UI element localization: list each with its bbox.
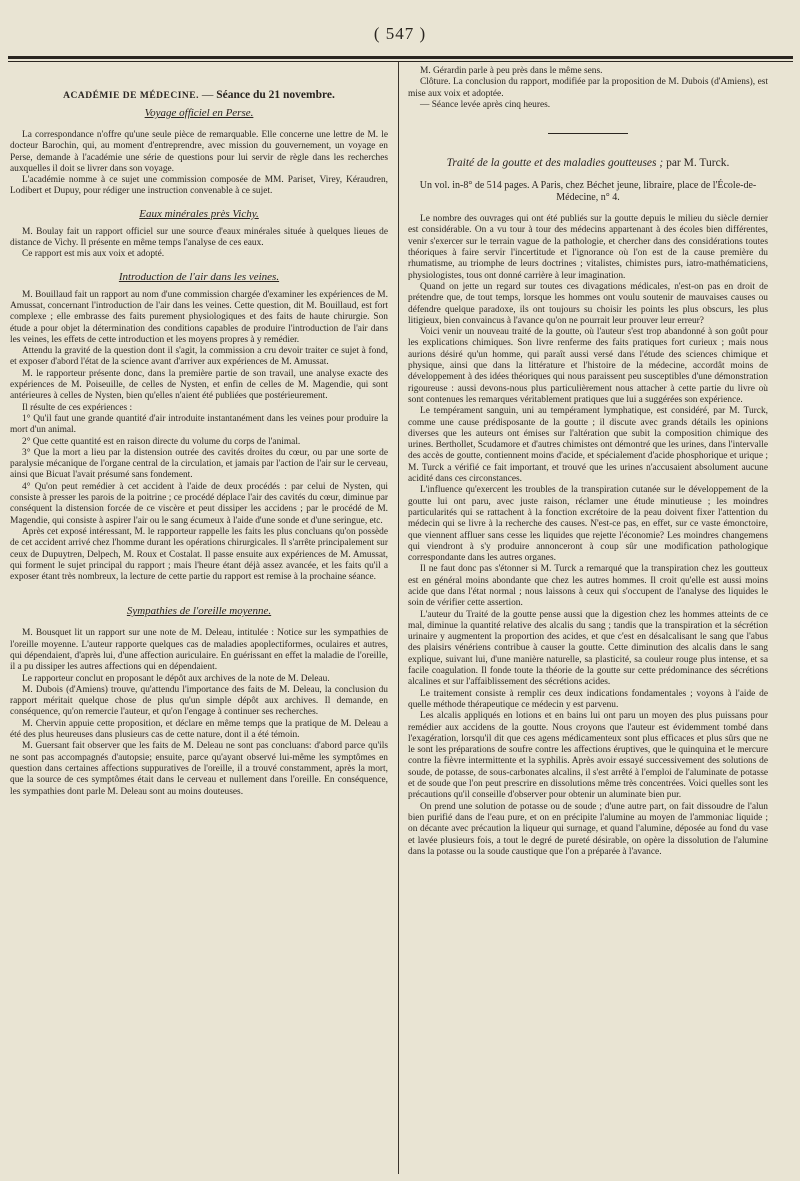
header-rule	[8, 56, 793, 62]
book-author: par M. Turck.	[666, 157, 730, 170]
paragraph: M. Guersant fait observer que les faits de M. Deleau ne sont pas concluans: d'abord parce qu'ils ne sont pas accompagnés d'autopsie; ensuite, parce qu'ayant observé lui-même les symptômes en question dans certaines affections suppuratives de l'oreille, il a trouvé constamment, après la mort, que la source de ces symptômes était dans le cerveau et nullement dans l'oreille. En conséquence, les sympathies dont parle M. Deleau sont au moins douteuses.	[10, 741, 388, 797]
paragraph: M. le rapporteur présente donc, dans la première partie de son travail, une analyse exacte des expériences de M. Poiseuille, de celles de Nysten, et enfin de celles de M. Magendie, qui sont antérieures à celles de Nysten, bien qu'elles n'aient été publiées que postérieurement.	[10, 368, 388, 402]
paragraph: Voici venir un nouveau traité de la goutte, où l'auteur s'est trop abandonné à son goût pour les explications chimiques. Son livre renferme des faits pratiques fort curieux ; mais nous aurions désiré qu'un homme, qui paraît aussi versé dans l'étude des sciences chimique et physique, ainsi que dans la littérature et l'histoire de la médecine, accordât moins de développement à des idées théoriques qui nous paraissent peu susceptibles d'une démonstration rigoureuse : aussi devons-nous plus particulièrement nous attacher à cette partie du livre où sont contenues les remarques véritablement pratiques que lui a suggérées son expérience.	[408, 327, 768, 405]
paragraph: L'académie nomme à ce sujet une commission composée de MM. Pariset, Virey, Kéraudren, Lodibert et Dupuy, pour rédiger une instruction convenable à ce sujet.	[10, 175, 388, 197]
section-title-vichy: Eaux minérales près Vichy.	[139, 207, 259, 220]
paragraph: Le rapporteur conclut en proposant le dépôt aux archives de la note de M. Deleau.	[22, 673, 330, 684]
page-number: ( 547 )	[373, 24, 427, 43]
paragraph: La correspondance n'offre qu'une seule pièce de remarquable. Elle concerne une lettre de M. le docteur Barochin, qui, au moment d'entreprendre, avec mission du gouvernement, un voyage en Perse, demande à l'académie une série de questions pour lui servir de règle dans les recherches auxquelles il doit se livrer dans son voyage.	[10, 130, 388, 174]
paragraph: 1° Qu'il faut une grande quantité d'air introduite instantanément dans les veines pour produire la mort d'un animal.	[10, 413, 388, 436]
paragraph: M. Gérardin parle à peu près dans le même sens.	[420, 66, 603, 76]
paragraph: M. Bouillaud fait un rapport au nom d'une commission chargée d'examiner les expériences de M. Amussat, concernant l'introduction de l'air dans les veines. Cette question, dit M. Bouillaud, est fort complexe ; elle embrasse des faits purement physiologiques et des faits de haute chirurgie. Son étude a pour objet la détermination des conditions capables de produire l'introduction de l'air dans les veines, les effets de cette introduction et les moyens propres à y remédier.	[10, 289, 388, 345]
paragraph: M. Bousquet lit un rapport sur une note de M. Deleau, intitulée : Notice sur les sympathies de l'oreille moyenne. L'auteur rapporte quelques cas de maladies apoplectiformes, oculaires et autres, qui dépendaient, d'après lui, d'une affection auriculaire. En guérissant en effet la maladie de l'oreille, il a pu dissiper les autres affections qui en dépendaient.	[10, 628, 388, 673]
header-dash: —	[201, 89, 214, 101]
book-title: Traité de la goutte et des maladies goutteuses ;	[446, 157, 664, 170]
academy-header	[10, 88, 388, 103]
paragraph: Après cet exposé intéressant, M. le rapporteur rappelle les faits les plus concluans qu'on possède de cet accident arrivé chez l'homme durant les opérations chirurgicales. Il s'arrête principalement sur ceux de Dupuytren, Delpech, M. Roux et Costalat. Il passe ensuite aux expériences de M. Amussat, qui forment le sujet principal du rapport ; mais l'heure étant déjà assez avancée, et les faits qu'il a exposer étant très nombreux, la lecture de cette partie du rapport est remise à la prochaine séance.	[10, 526, 388, 583]
paragraph: Attendu la gravité de la question dont il s'agit, la commission a cru devoir traiter ce sujet à fond, et exposer d'abord l'état de la science avant d'arriver aux expériences de M. Amussat.	[10, 346, 388, 368]
paragraph: Ce rapport est mis aux voix et adopté.	[22, 249, 165, 260]
paragraph: On prend une solution de potasse ou de soude ; d'une autre part, on fait dissoudre de l'alun bien purifié dans de l'eau pure, et on en précipite l'alumine au moyen de l'ammoniac liquide ; on décante avec précaution la liqueur qui surnage, et quand l'alumine, déposée au fond du vase et lavée plusieurs fois, a tout le degré de pureté désirable, on opère la dissolution de l'alumine dans la potasse ou la soude caustique que l'on a préparée à l'avance.	[408, 801, 768, 857]
left-column	[10, 66, 388, 798]
column-separator	[398, 62, 400, 1174]
paragraph: M. Chervin appuie cette proposition, et déclare en même temps que la pratique de M. Deleau a été des plus heureuses dans plusieurs cas de cette nature, dont il a été témoin.	[10, 718, 388, 741]
paragraph: Les alcalis appliqués en lotions et en bains lui ont paru un moyen des plus puissans pour remédier aux accidens de la goutte. Nous croyons que l'auteur est évidemment tombé dans l'exagération, lorsqu'il dit que ces agens médicamenteux sont plus efficaces et plus sûrs que ne le sont les préparations de soufre contre les affections éruptives, que le quinquina et le mercure contre la fièvre intermittente et la syphilis. Après avoir essayé successivement des solutions de soude, de potasse, de sous-carbonates alcalins, il s'est arrêté à l'emploi de l'aluminate de potasse et de soude que l'on peut prescrire en dissolutions même très concentrées. Voici quelles sont les précautions qu'il conseille d'observer pour obtenir un aluminate bien pur.	[408, 711, 768, 801]
paragraph: 2° Que cette quantité est en raison directe du volume du corps de l'animal.	[22, 436, 301, 447]
paragraph: Le nombre des ouvrages qui ont été publiés sur la goutte depuis le milieu du siècle dernier est considérable. On a vu tour à tour des médecins appartenant à des écoles bien différentes, venir s'exercer sur le terrain vague de la pathologie, et chercher dans des considérations toutes théoriques à faire servir l'incertitude et l'ignorance où l'on est de la cause première du rhumatisme, au triomphe de leurs doctrines ; vitalistes, chimistes purs, iatro-mathématiciens, physiologistes, tous ont donné carrière à leur imagination.	[408, 214, 768, 281]
section-title-air-veines: Introduction de l'air dans les veines.	[118, 270, 280, 283]
paragraph: L'influence qu'exercent les troubles de la transpiration cutanée sur le développement de la goutte lui ont paru, avec juste raison, réclamer une étude minutieuse ; les moindres particularités qui se rattachent à la fonction excrétoire de la peau doivent fixer l'attention du médecin qui se livre à la recherche des causes. N'est-ce pas, en effet, sur ce vaste émonctoire, que viennent affluer sans cesse les liquides que rejette l'économie? Les moindres changemens qui viendront à s'y produire annonceront à coup sûr une modification pathologique correspondante dans les autres organes.	[408, 485, 768, 564]
paragraph: M. Boulay fait un rapport officiel sur une source d'eaux minérales située à quelques lieues de distance de Vichy. Il présente en même temps l'analyse de ces eaux.	[10, 226, 388, 249]
paragraph: Il ne faut donc pas s'étonner si M. Turck a remarqué que la transpiration chez les goutteux est en général moins abondante que chez les autres hommes. Il croit qu'elle est aussi moins acide que dans l'état normal ; nous laissons à ceux qui s'occupent de l'analyse des liquides le soin de vérifier cette assertion.	[408, 564, 768, 609]
session-date: Séance du 21 novembre.	[216, 89, 335, 101]
paragraph: L'auteur du Traité de la goutte pense aussi que la digestion chez les hommes atteints de ce mal, diminue la quantité relative des alcalis du sang ; tandis que la transpiration et la sécrétion urinaire y augmentent la proportion des acides, et que c'est en désalcalisant le sang que l'abus des plaisirs vénériens contribue à causer la goutte. Cette diminution des alcalis dans le sang explique, suivant lui, d'une manière naturelle, sa plasticité, sa couleur rouge plus intense, et sa facile coagulation. Il fonde toute la théorie de la goutte sur cette prédominance des sécrétions alcalines et sur l'affaiblissement des sécrétions acides.	[408, 609, 768, 688]
right-column	[408, 66, 768, 858]
paragraph: Le traitement consiste à remplir ces deux indications fondamentales ; voyons à l'aide de quelle méthode thérapeutique ce médecin y est parvenu.	[408, 688, 768, 710]
paragraph: 3° Que la mort a lieu par la distension outrée des cavités droites du cœur, ou par une sorte de paralysie mécanique de l'organe central de la circulation, et jamais par l'action de l'air sur le cerveau, ainsi que Bicuat l'avait présumé sans fondement.	[10, 447, 388, 481]
paragraph: Le tempérament sanguin, uni au tempérament lymphatique, est considéré, par M. Turck, comme une cause prédisposante de la goutte ; il discute avec grands détails les opinions diverses que les auteurs ont émises sur l'altération que subit la composition chimique des urines. Berthollet, Scudamore et d'autres chimistes ont démontré que les urines, dans l'intervalle des accès de goutte, contiennent moins d'acide, et spécialement d'acide phosphorique et urique ; M. Turck a vérifié ce fait important, et trouvé que les urines n'accusaient absolument aucune acidité dans ces circonstances.	[408, 406, 768, 485]
paragraph: M. Dubois (d'Amiens) trouve, qu'attendu l'importance des faits de M. Deleau, la conclusion du rapport méritait quelque chose de plus qu'un simple dépôt aux archives. Il demande, en conséquence, qu'on remercie l'auteur, et qu'on l'engage à continuer ses recherches.	[10, 684, 388, 718]
academy-name: ACADÉMIE DE MÉDECINE.	[63, 91, 199, 101]
book-meta: Un vol. in-8° de 514 pages. A Paris, chez Béchet jeune, libraire, place de l'École-de-Médecine, n° 4.	[419, 180, 757, 204]
section-title-oreille: Sympathies de l'oreille moyenne.	[126, 605, 272, 618]
paragraph: Il résulte de ces expériences :	[22, 402, 133, 413]
book-heading	[408, 156, 768, 170]
session-close: — Séance levée après cinq heures.	[420, 99, 551, 110]
paragraph: Clôture. La conclusion du rapport, modifiée par la proposition de M. Dubois (d'Amiens), est mise aux voix et adoptée.	[408, 77, 768, 99]
paragraph: 4° Qu'on peut remédier à cet accident à l'aide de deux procédés : par celui de Nysten, qui consiste à presser les parois de la poitrine ; ce procédé déplace l'air des cavités du cœur, diminue par conséquent la distension forcée de ce viscère et peut dissiper les accidens ; par le procédé de M. Magendie, qui consiste à aspirer l'air ou le sang écumeux à l'aide d'une sonde et d'une seringue, etc.	[10, 481, 388, 526]
section-title-perse: Voyage officiel en Perse.	[144, 107, 254, 119]
paragraph: Quand on jette un regard sur toutes ces divagations médicales, n'est-on pas en droit de prétendre que, de tout temps, lorsque les hommes ont voulu soutenir de mauvaises causes ou défendre quelque paradoxe, ils ont toujours su choisir les points les plus obscurs, les plus litigieux, bien convaincus à l'avance qu'on ne pourrait leur prouver leur erreur?	[408, 281, 768, 326]
